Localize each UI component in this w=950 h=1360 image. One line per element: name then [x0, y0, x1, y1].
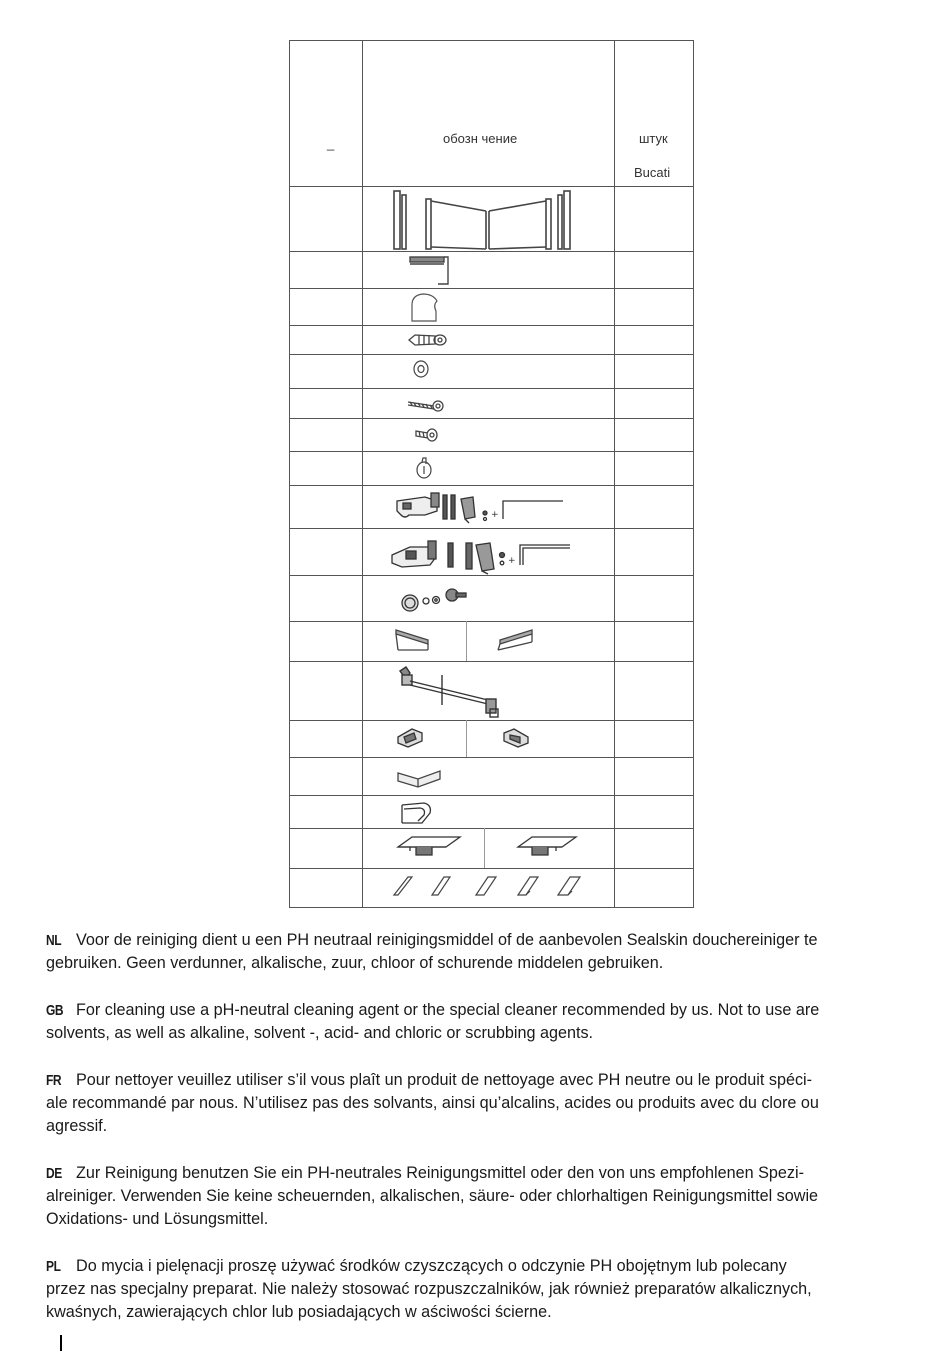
row-divider [290, 186, 693, 187]
row-divider [290, 485, 693, 486]
instruction-line: gebruiken. Geen verdunner, alkalische, zuur, chloor of schurende middelen gebruiken. [46, 954, 664, 972]
instruction-line: Pour nettoyer veuillez utiliser s’il vous plaît un produit de nettoyage avec PH neutre ou le produit spéci- [76, 1071, 813, 1089]
instruction-fr [46, 1069, 906, 1138]
row-divider [290, 757, 693, 758]
instruction-line: For cleaning use a pH-neutral cleaning agent or the special cleaner recommended by us. Not to use are [76, 1001, 820, 1019]
instruction-line: solvents, as well as alkaline, solvent -, acid- and chloric or scrubbing agents. [46, 1024, 594, 1042]
row-divider [290, 451, 693, 452]
row-divider [290, 418, 693, 419]
instruction-line: alreiniger. Verwenden Sie keine scheuernden, alkalischen, säure- oder chlorhaltigen Reinigungsmittel sowie [46, 1187, 819, 1205]
row-divider [290, 354, 693, 355]
instruction-line: Oxidations- und Lösungsmittel. [46, 1210, 269, 1228]
hinge-set-icon [395, 491, 570, 525]
base-plate-right-icon [516, 833, 582, 865]
cell-divider [484, 828, 485, 868]
language-code: FR [46, 1072, 62, 1089]
stabilizer-bar-icon [396, 665, 506, 721]
language-code: GB [46, 1002, 64, 1019]
washer-icon [412, 359, 430, 379]
instruction-gb [46, 999, 906, 1045]
instruction-line: kwaśnych, zawierających chlor lub posiadających w aściwości ścierne. [46, 1303, 552, 1321]
header-number: _ [327, 136, 335, 151]
wall-plug-icon [407, 331, 449, 349]
knob-set-icon [400, 581, 470, 615]
cell-divider [466, 720, 467, 757]
row-divider [290, 621, 693, 622]
row-divider [290, 828, 693, 829]
screw-cap-icon [414, 456, 434, 480]
svg-text:+: + [491, 510, 499, 520]
row-divider [290, 528, 693, 529]
row-divider [290, 795, 693, 796]
svg-text:+: + [508, 556, 516, 566]
clamp-right-icon [500, 725, 530, 749]
long-screw-icon [406, 396, 446, 412]
language-code: DE [46, 1165, 62, 1182]
instruction-de [46, 1162, 906, 1231]
row-divider [290, 388, 693, 389]
instruction-line: Voor de reiniging dient u een PH neutraal reinigingsmiddel of de aanbevolen Sealskin douchereiniger te [76, 931, 818, 949]
instruction-line: Zur Reinigung benutzen Sie ein PH-neutrales Reinigungsmittel oder den von uns empfohlenen Spezi- [76, 1164, 804, 1182]
page-marker [60, 1335, 62, 1351]
header-description: обозн чение [443, 131, 518, 146]
header-brand: Bucati [634, 165, 671, 180]
clamp-left-icon [396, 725, 426, 749]
instruction-pl [46, 1255, 906, 1324]
column-divider [362, 41, 363, 907]
parts-table [289, 40, 694, 908]
row-divider [290, 288, 693, 289]
base-plate-left-icon [396, 833, 462, 865]
profile-end-cap-icon [409, 291, 441, 325]
instruction-line: przez nas specjalny preparat. Nie należy stosować rozpuszczalników, jak również preparatów alkalicznych, [46, 1280, 812, 1298]
row-divider [290, 251, 693, 252]
wall-profile-icon [408, 254, 452, 286]
row-divider [290, 661, 693, 662]
instruction-line: agressif. [46, 1117, 108, 1135]
row-divider [290, 325, 693, 326]
short-screw-icon [414, 425, 440, 443]
cell-divider [466, 621, 467, 661]
language-code: NL [46, 932, 62, 949]
instruction-line: Do mycia i pielęnacji proszę używać środków czyszczących o odczynie PH obojętnym lub polecany [76, 1257, 787, 1275]
hinge-set-large-icon [390, 535, 580, 575]
magnetic-seal-icon [398, 799, 438, 827]
instruction-line: ale recommandé par nous. N’utilisez pas des solvants, ainsi qu’alcalins, acides ou produits avec du clore ou [46, 1094, 819, 1112]
header-quantity: штук [639, 131, 668, 146]
door-seal-right-icon [496, 626, 536, 654]
row-divider [290, 575, 693, 576]
corner-seal-icon [396, 765, 444, 791]
instruction-nl [46, 929, 906, 975]
language-code: PL [46, 1258, 61, 1275]
door-seal-left-icon [394, 626, 434, 654]
shower-door-panels-icon [390, 189, 620, 251]
column-divider [614, 41, 615, 907]
row-divider [290, 868, 693, 869]
spacer-blocks-icon [390, 871, 590, 899]
